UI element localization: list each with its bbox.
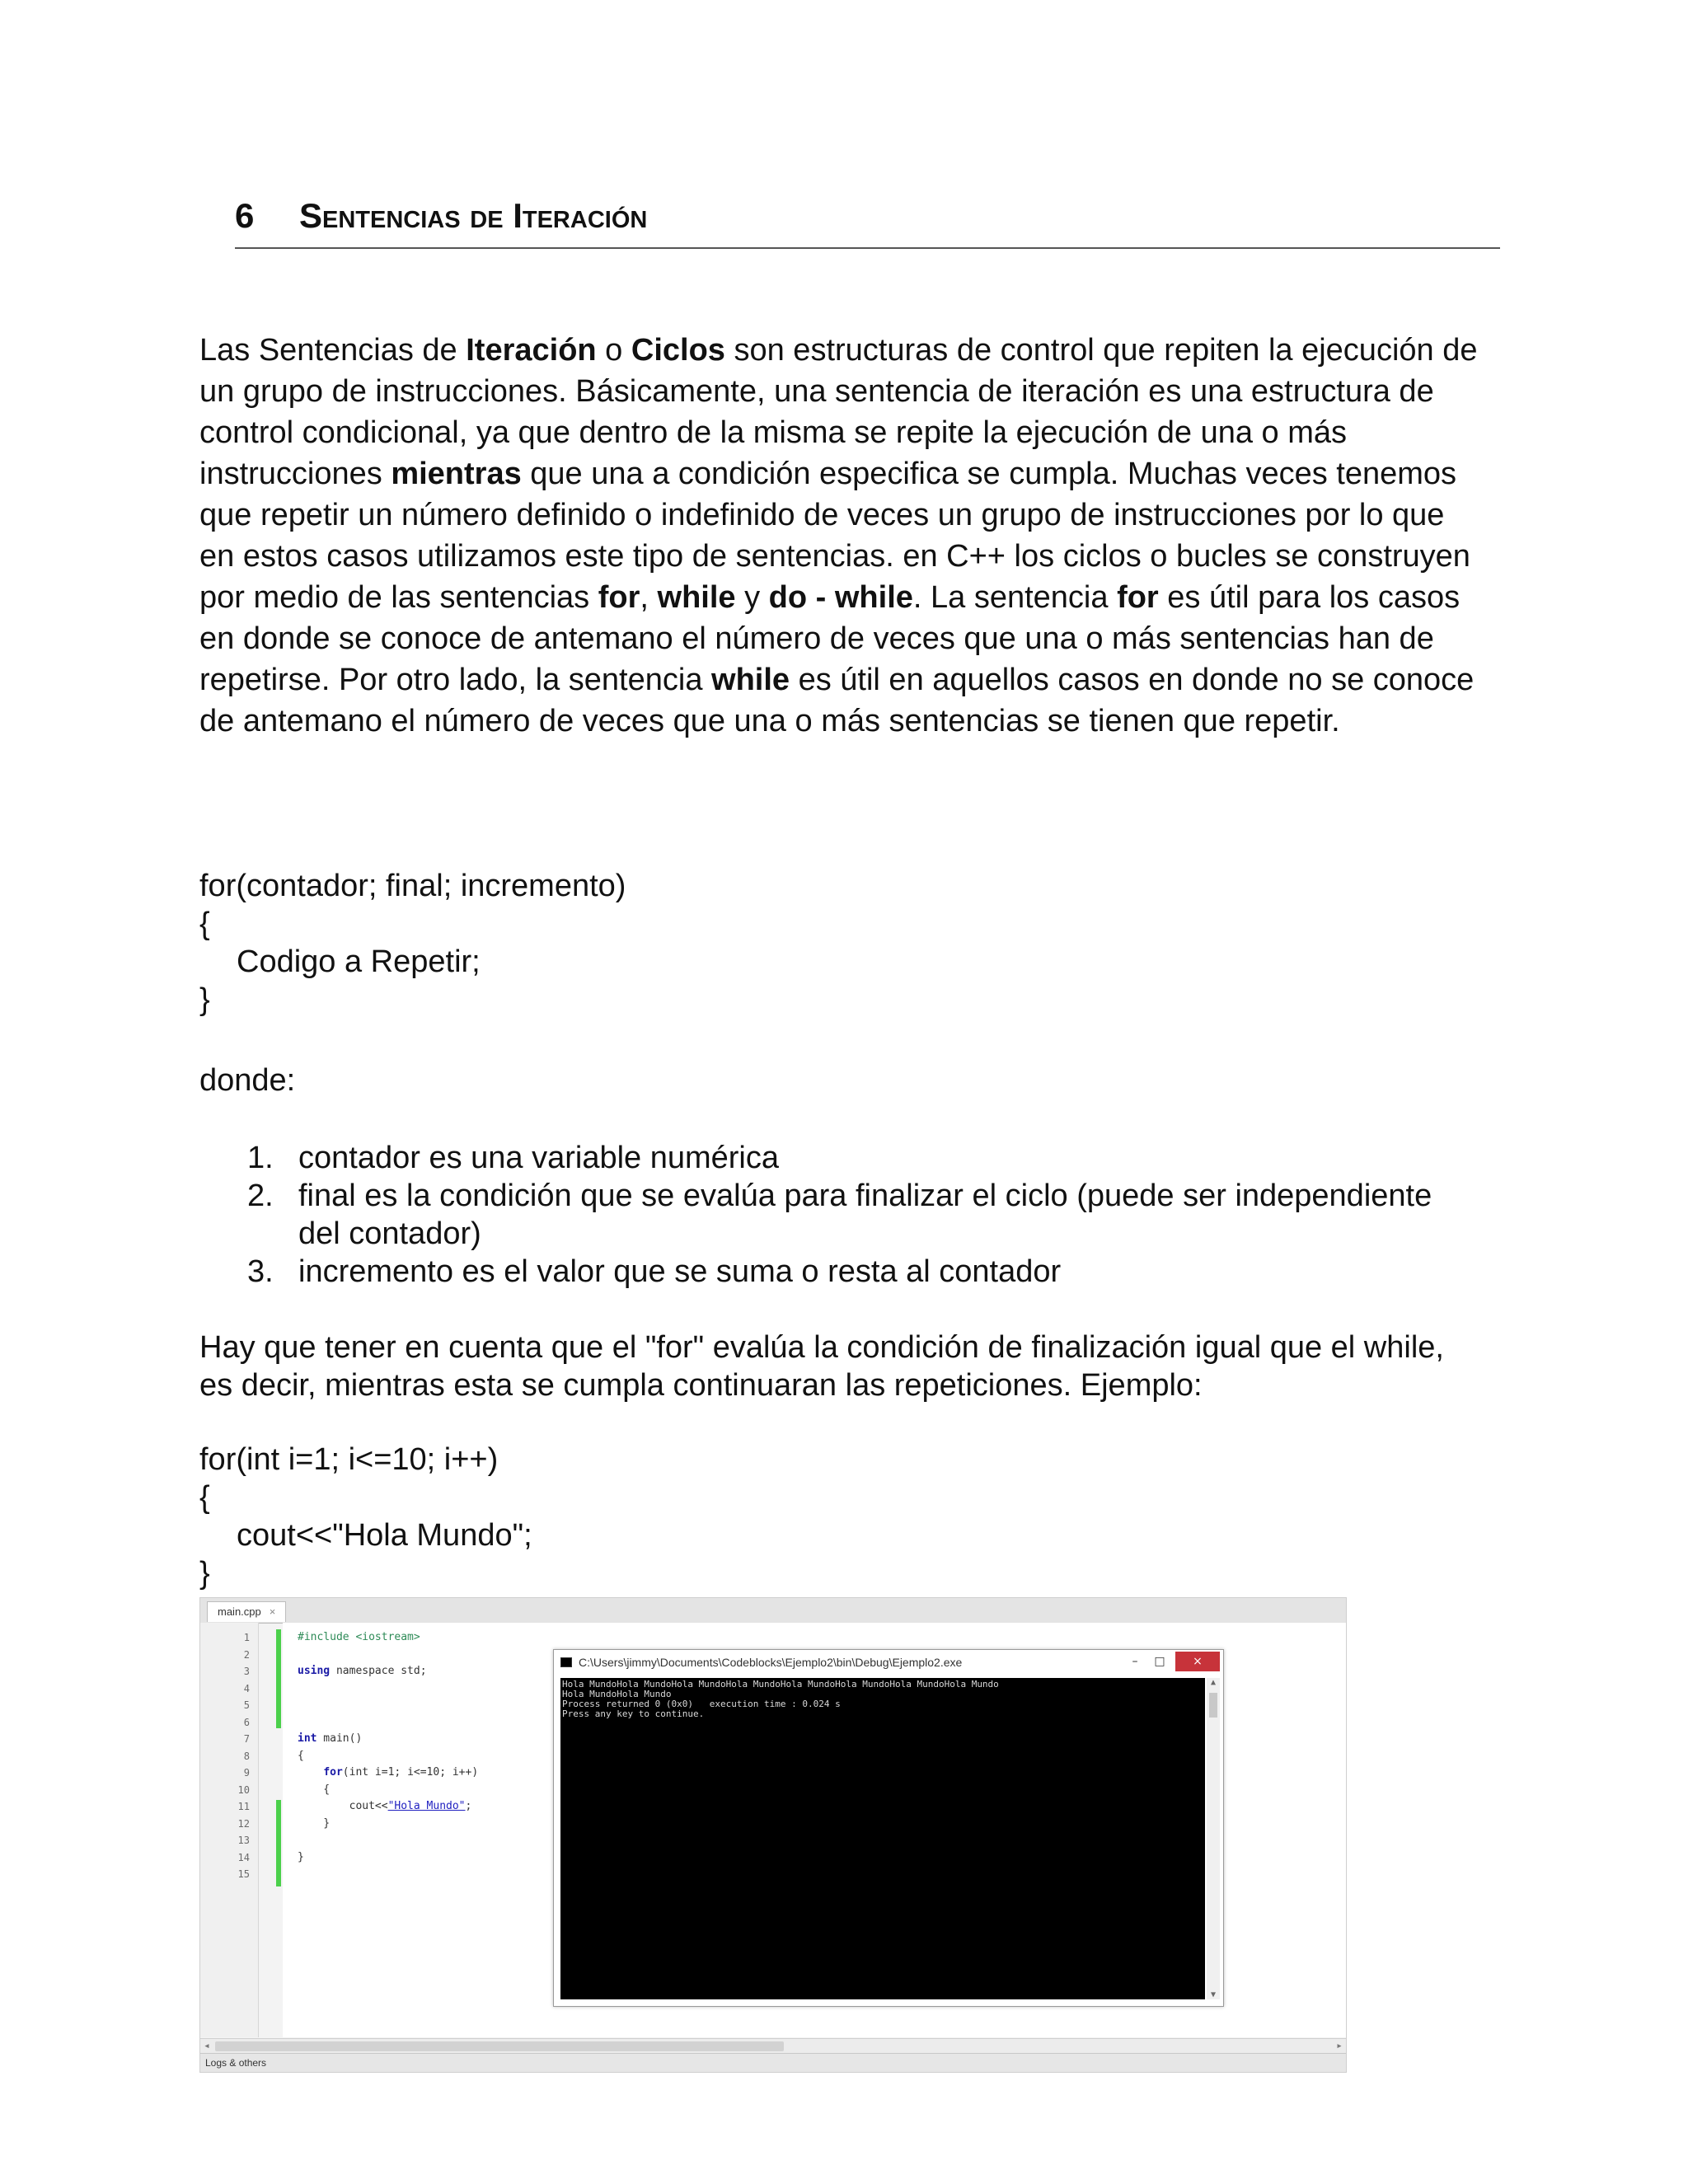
syntax-body: Codigo a Repetir; [237, 944, 481, 979]
scroll-thumb[interactable] [1209, 1693, 1217, 1718]
line-number: 15 [237, 1868, 250, 1880]
console-title: C:\Users\jimmy\Documents\Codeblocks\Ejemplo2\bin\Debug\Ejemplo2.exe [579, 1656, 963, 1669]
intro-paragraph [199, 330, 1485, 742]
code-line [298, 1832, 478, 1849]
console-line: Hola MundoHola Mundo [562, 1689, 672, 1699]
console-window[interactable] [553, 1649, 1224, 2007]
logs-panel-tab[interactable]: Logs & others [200, 2053, 1346, 2072]
example-line: for(int i=1; i<=10; i++) [199, 1442, 499, 1477]
bold-term: Ciclos [631, 333, 725, 368]
text-run: . La sentencia [912, 580, 1118, 615]
line-number: 9 [243, 1767, 250, 1779]
example-open-brace: { [199, 1480, 210, 1515]
change-marker [276, 1629, 281, 1728]
scroll-thumb[interactable] [215, 2041, 784, 2051]
code-line [298, 1680, 478, 1698]
example-block [199, 1441, 1353, 1592]
code-line [298, 1647, 478, 1664]
bold-term: Iteración [466, 333, 597, 368]
code-lines [298, 1629, 478, 1883]
minimize-button[interactable]: – [1132, 1655, 1138, 1668]
parameter-list [199, 1139, 1436, 1291]
line-number: 6 [243, 1716, 250, 1728]
line-numbers [200, 1629, 250, 1883]
line-number: 12 [237, 1817, 250, 1830]
ide-screenshot [199, 1597, 1347, 2073]
line-number: 8 [243, 1750, 250, 1762]
close-icon[interactable]: × [269, 1605, 276, 1618]
text-run: es útil para los casos en donde se conoce de antemano el número de veces que una o más sentencias han de repetirse. Por otro lado, la sentencia [199, 580, 1461, 697]
console-line: Press any key to continue. [562, 1708, 705, 1719]
line-number: 10 [237, 1783, 250, 1796]
close-button[interactable]: × [1175, 1652, 1220, 1671]
maximize-button[interactable]: □ [1154, 1655, 1165, 1668]
console-app-icon [560, 1657, 572, 1667]
line-number: 13 [237, 1835, 250, 1846]
console-output-area [560, 1678, 1205, 1999]
bold-term: while [657, 580, 736, 615]
text-run: y [735, 580, 769, 615]
console-line: Hola MundoHola MundoHola MundoHola MundoHola MundoHola MundoHola MundoHola Mundo [562, 1679, 999, 1690]
code-line: cout<<"Hola Mundo"; [298, 1800, 472, 1812]
line-number: 5 [243, 1699, 250, 1711]
change-marker [276, 1800, 281, 1886]
code-line: } [298, 1850, 304, 1863]
bold-term: do - while [768, 580, 913, 615]
line-number: 4 [243, 1682, 250, 1694]
horizontal-scrollbar[interactable] [200, 2038, 1346, 2054]
console-output [560, 1678, 1205, 1721]
text-run: Las Sentencias de [199, 333, 467, 368]
list-item: 3. incremento es el valor que se suma o resta al contador [247, 1254, 1062, 1289]
code-line: using namespace std; [298, 1665, 427, 1677]
syntax-close-brace: } [199, 982, 210, 1017]
bold-term: for [1117, 580, 1159, 615]
code-line: { [298, 1783, 331, 1796]
text-run: son estructuras de control que repiten la ejecución de un grupo de instrucciones. Básicamente, una sentencia de iteración es una estructura de control condicional, ya que dentro de la misma se repite la ejecución de una o más instrucciones [199, 333, 1478, 491]
text-run: es útil en aquellos casos en donde no se conoce de antemano el número de veces que una o más sentencias se tienen que repetir. [199, 663, 1475, 738]
section-title: Sentencias de Iteración [299, 196, 648, 235]
code-line: for(int i=1; i<=10; i++) [323, 1766, 479, 1779]
text-run: , [640, 580, 658, 615]
list-item: 1. contador es una variable numérica [247, 1141, 780, 1175]
example-body: cout<<"Hola Mundo"; [237, 1518, 532, 1553]
line-number: 7 [243, 1733, 250, 1745]
scroll-up-icon[interactable]: ▲ [1210, 1678, 1217, 1687]
line-number: 1 [243, 1632, 250, 1643]
scroll-down-icon[interactable]: ▼ [1210, 1990, 1217, 1999]
syntax-open-brace: { [199, 907, 210, 941]
line-number: 11 [237, 1801, 250, 1812]
code-line: #include <iostream> [298, 1631, 420, 1643]
code-line: { [298, 1749, 304, 1762]
line-number: 2 [243, 1648, 250, 1661]
list-item: 2. final es la condición que se evalúa para finalizar el ciclo (puede ser independiente del contador) [247, 1179, 1432, 1251]
scroll-right-icon[interactable]: ▸ [1336, 2040, 1343, 2052]
line-number: 3 [243, 1666, 250, 1677]
text-run: o [596, 333, 631, 368]
line-number: 14 [237, 1851, 250, 1863]
tab-main-cpp[interactable]: main.cpp × [207, 1601, 286, 1622]
code-line: int main() [298, 1732, 363, 1745]
code-line [298, 1714, 478, 1732]
scroll-left-icon[interactable]: ◂ [204, 2040, 210, 2052]
bold-term: for [598, 580, 640, 615]
donde-label: donde: [199, 1063, 296, 1098]
console-line: Process returned 0 (0x0) execution time : 0.024 s [562, 1699, 841, 1709]
section-number: 6 [235, 196, 255, 235]
code-line [298, 1697, 478, 1714]
editor-tab-bar [200, 1598, 1346, 1624]
example-close-brace: } [199, 1556, 210, 1591]
note-paragraph: Hay que tener en cuenta que el "for" evalúa la condición de finalización igual que el while, es decir, mientras esta se cumpla continuaran las repeticiones. Ejemplo: [199, 1330, 1444, 1403]
console-titlebar[interactable] [554, 1650, 1223, 1675]
code-line: } [298, 1816, 331, 1830]
bold-term: mientras [391, 457, 522, 491]
syntax-line: for(contador; final; incremento) [199, 869, 626, 903]
console-scrollbar[interactable] [1207, 1678, 1220, 1999]
bold-term: while [711, 663, 790, 697]
section-heading [235, 196, 1500, 249]
code-line [298, 1866, 478, 1883]
text-run: que una a condición especifica se cumpla. Muchas veces tenemos que repetir un número definido o indefinido de veces un grupo de instrucciones por lo que en estos casos utilizamos este tipo de sentencias. en C++ los ciclos o bucles se construyen por medio de las sentencias [199, 457, 1470, 615]
syntax-block [199, 867, 1353, 1019]
